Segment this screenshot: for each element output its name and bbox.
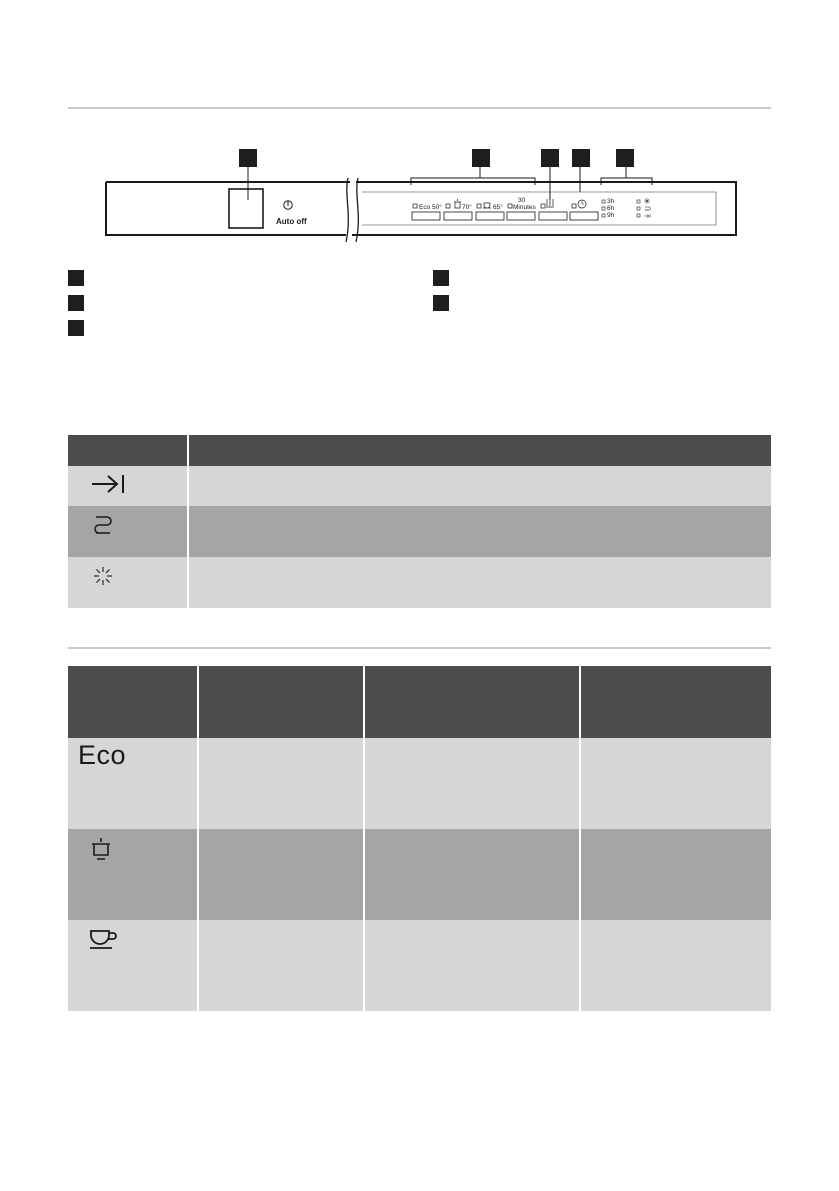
programme-header-cell [198,666,364,738]
power-button-drawing [229,189,263,228]
legend-marker [433,270,449,286]
end-indicator-icon [90,473,126,495]
legend-marker [433,295,449,311]
callout-marker [572,149,590,167]
intensive-program-label: 70° [462,204,472,211]
rinse-aid-indicator-icon [92,514,114,538]
delay-6h-label: 6h [607,205,615,212]
auto-off-label: Auto off [276,217,307,226]
control-panel-illustration [100,140,742,245]
callout-marker [239,149,257,167]
table-row [68,920,771,1011]
eco-program-label: Eco 50° [419,204,442,211]
delay-9h-label: 9h [607,212,615,219]
eco-icon: Eco [78,740,127,770]
legend-marker [68,270,84,286]
delay-3h-label: 3h [607,198,615,205]
indicator-header-cell [68,435,188,466]
table-row [68,738,771,829]
control-panel-drawing [100,140,742,245]
glass-program-label: 65° [493,204,503,211]
legend-marker [68,320,84,336]
indicator-header-cell [188,435,771,466]
indicator-table [68,435,771,608]
section-divider-top [68,107,771,109]
salt-indicator-icon [92,565,114,587]
table-row [68,829,771,920]
cup-icon [88,926,120,952]
callout-marker [616,149,634,167]
quick-program-label-top: 30 [518,197,526,204]
programme-header-cell [68,666,198,738]
programme-header-cell [364,666,580,738]
table-row [68,466,771,506]
programme-table [68,666,771,1011]
quick-program-label-bottom: Minutes [513,204,536,211]
table-row [68,557,771,608]
callout-marker [541,149,559,167]
section-divider-middle [68,647,771,649]
table-row [68,506,771,557]
callout-marker [472,149,490,167]
legend-marker [68,295,84,311]
programme-header-cell [580,666,771,738]
pot-icon [89,835,115,861]
